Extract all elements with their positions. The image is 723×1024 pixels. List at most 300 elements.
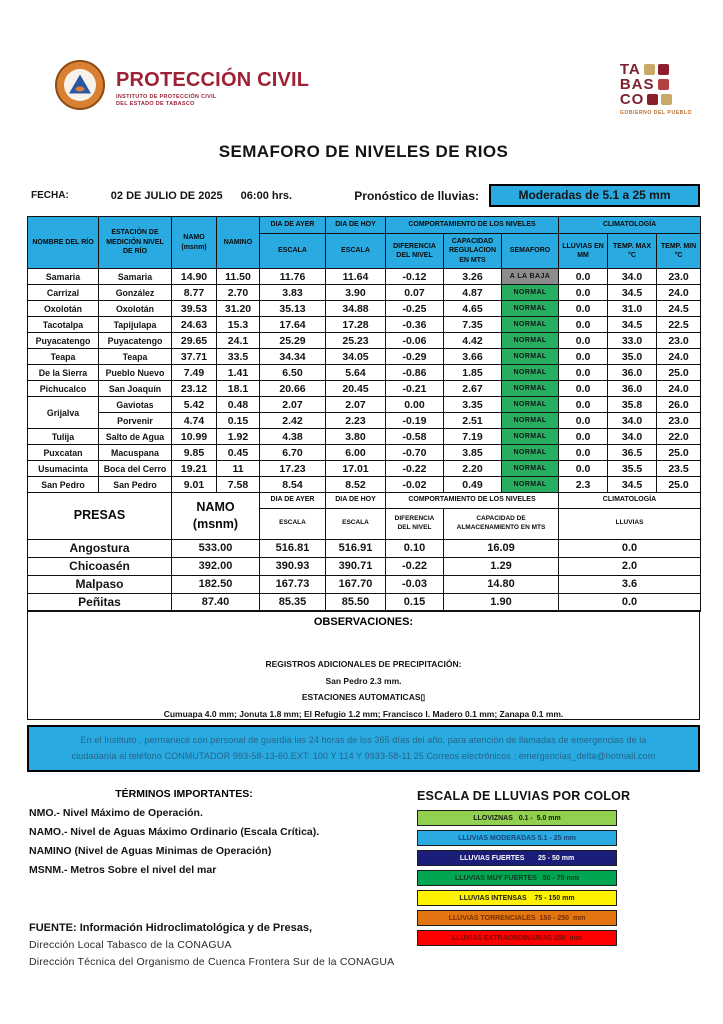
- rain-mm: 0.0: [559, 365, 608, 381]
- level-difference: 0.07: [386, 285, 444, 301]
- presa-namo: 392.00: [172, 557, 260, 575]
- agency-subtitle-line1: INSTITUTO DE PROTECCIÓN CIVIL: [116, 94, 217, 100]
- temp-min: 22.0: [657, 429, 701, 445]
- yesterday-level: 34.34: [260, 349, 326, 365]
- level-difference: -0.25: [386, 301, 444, 317]
- rain-mm: 2.3: [559, 477, 608, 493]
- river-name: Tacotalpa: [28, 317, 99, 333]
- yesterday-level: 17.23: [260, 461, 326, 477]
- logo-tile-icon: [658, 64, 669, 75]
- agency-subtitle: [116, 94, 309, 109]
- proteccion-civil-seal-icon: [55, 60, 105, 110]
- today-level: 5.64: [326, 365, 386, 381]
- presa-name: Chicoasén: [28, 557, 172, 575]
- tabasco-logo: [620, 62, 692, 116]
- semaforo-status-badge: NORMAL: [502, 413, 559, 429]
- col-header-estacion: ESTACIÓN DE MEDICIÓN NIVEL DE RÍO: [99, 217, 172, 269]
- presa-name: Malpaso: [28, 575, 172, 593]
- presa-today-level: 390.71: [326, 557, 386, 575]
- fuente-title: FUENTE: Información Hidroclimatológica y de Presas,: [29, 922, 313, 935]
- level-difference: -0.02: [386, 477, 444, 493]
- namo-value: 24.63: [172, 317, 217, 333]
- presa-rain: 2.0: [559, 557, 701, 575]
- regulation-capacity: 3.35: [444, 397, 502, 413]
- river-row: [28, 349, 701, 365]
- termino-item: NMO.- Nivel Máximo de Operación.: [29, 807, 203, 820]
- temp-max: 36.0: [608, 365, 657, 381]
- regulation-capacity: 1.85: [444, 365, 502, 381]
- yesterday-level: 6.50: [260, 365, 326, 381]
- station-name: San Joaquín: [99, 381, 172, 397]
- presa-yesterday-level: 516.81: [260, 539, 326, 557]
- regulation-capacity: 4.42: [444, 333, 502, 349]
- river-row: [28, 317, 701, 333]
- semaforo-status-badge: NORMAL: [502, 397, 559, 413]
- seal-dot: [76, 86, 85, 91]
- regulation-capacity: 7.19: [444, 429, 502, 445]
- yesterday-level: 17.64: [260, 317, 326, 333]
- namo-value: 37.71: [172, 349, 217, 365]
- namino-value: 2.70: [217, 285, 260, 301]
- fuente-block: [29, 922, 417, 968]
- temp-max: 34.0: [608, 429, 657, 445]
- presas-tbody: [28, 539, 701, 611]
- level-difference: -0.36: [386, 317, 444, 333]
- col-header-escala-hoy: ESCALA: [326, 234, 386, 269]
- presa-rain: 0.0: [559, 593, 701, 611]
- presa-storage-capacity: 14.80: [444, 575, 559, 593]
- temp-min: 23.0: [657, 413, 701, 429]
- today-level: 17.01: [326, 461, 386, 477]
- agency-wordmark: [116, 69, 309, 110]
- fuente-line: Dirección Local Tabasco de la CONAGUA: [29, 939, 232, 952]
- presas-namo-line2: (msnm): [192, 516, 239, 531]
- presas-header-ayer: DIA DE AYER: [260, 492, 326, 508]
- temp-max: 35.0: [608, 349, 657, 365]
- namo-value: 9.85: [172, 445, 217, 461]
- presas-header-lluvias: LLUVIAS: [559, 508, 701, 539]
- col-header-rio: NOMBRE DEL RÍO: [28, 217, 99, 269]
- namino-value: 1.41: [217, 365, 260, 381]
- today-level: 6.00: [326, 445, 386, 461]
- presa-level-difference: -0.22: [386, 557, 444, 575]
- temp-max: 36.0: [608, 381, 657, 397]
- regulation-capacity: 3.26: [444, 269, 502, 285]
- presas-header-escala-hoy: ESCALA: [326, 508, 386, 539]
- temp-max: 34.5: [608, 317, 657, 333]
- namino-value: 18.1: [217, 381, 260, 397]
- presa-level-difference: 0.10: [386, 539, 444, 557]
- namo-value: 10.99: [172, 429, 217, 445]
- namino-value: 0.48: [217, 397, 260, 413]
- observaciones-title: OBSERVACIONES:: [313, 616, 414, 628]
- namino-value: 33.5: [217, 349, 260, 365]
- observaciones-box: [27, 610, 700, 720]
- namino-value: 0.15: [217, 413, 260, 429]
- regulation-capacity: 4.65: [444, 301, 502, 317]
- observaciones-line: REGISTROS ADICIONALES DE PRECIPITACIÓN:: [265, 659, 462, 669]
- today-level: 8.52: [326, 477, 386, 493]
- rain-scale-legend: [417, 810, 700, 946]
- terms-and-source-column: [27, 788, 417, 968]
- rain-scale-title: ESCALA DE LLUVIAS POR COLOR: [417, 789, 631, 804]
- rain-scale-item: LLUVIAS INTENSAS 75 - 150 mm: [417, 890, 617, 906]
- level-difference: -0.86: [386, 365, 444, 381]
- today-level: 3.90: [326, 285, 386, 301]
- rain-mm: 0.0: [559, 349, 608, 365]
- logo-tile-icon: [661, 94, 672, 105]
- regulation-capacity: 2.67: [444, 381, 502, 397]
- presas-table: [27, 492, 701, 612]
- river-name: Pichucalco: [28, 381, 99, 397]
- presa-name: Angostura: [28, 539, 172, 557]
- col-header-lluvias: LLUVIAS EN MM: [559, 234, 608, 269]
- station-name: González: [99, 285, 172, 301]
- col-header-capacidad: CAPACIDAD REGULACION EN MTS: [444, 234, 502, 269]
- station-name: Salto de Agua: [99, 429, 172, 445]
- river-name: Teapa: [28, 349, 99, 365]
- col-header-namino: NAMINO: [217, 217, 260, 269]
- namo-value: 5.42: [172, 397, 217, 413]
- rain-scale-column: [417, 788, 700, 968]
- col-header-namo: NAMO (msnm): [172, 217, 217, 269]
- temp-max: 36.5: [608, 445, 657, 461]
- report-time: 06:00 hrs.: [240, 189, 293, 202]
- semaforo-status-badge: NORMAL: [502, 445, 559, 461]
- semaforo-status-badge: NORMAL: [502, 285, 559, 301]
- presa-yesterday-level: 85.35: [260, 593, 326, 611]
- semaforo-status-badge: NORMAL: [502, 381, 559, 397]
- presas-namo-header: [172, 492, 260, 539]
- station-name: Gaviotas: [99, 397, 172, 413]
- rain-scale-item: LLUVIAS TORRENCIALES 150 - 250 mm: [417, 910, 617, 926]
- yesterday-level: 35.13: [260, 301, 326, 317]
- page-title: SEMAFORO DE NIVELES DE RIOS: [218, 142, 509, 161]
- rain-scale-item: LLUVIAS MODERADAS 5.1 - 25 mm: [417, 830, 617, 846]
- rain-mm: 0.0: [559, 461, 608, 477]
- rain-mm: 0.0: [559, 333, 608, 349]
- temp-min: 23.0: [657, 333, 701, 349]
- semaforo-status-badge: NORMAL: [502, 301, 559, 317]
- station-name: Boca del Cerro: [99, 461, 172, 477]
- today-level: 2.23: [326, 413, 386, 429]
- yesterday-level: 4.38: [260, 429, 326, 445]
- yesterday-level: 2.42: [260, 413, 326, 429]
- forecast-value-badge: Moderadas de 5.1 a 25 mm: [489, 184, 700, 207]
- tabasco-logo-line2: BAS: [619, 76, 655, 93]
- presa-storage-capacity: 1.90: [444, 593, 559, 611]
- today-level: 11.64: [326, 269, 386, 285]
- river-name: De la Sierra: [28, 365, 99, 381]
- rain-mm: 0.0: [559, 445, 608, 461]
- observaciones-line: ESTACIONES AUTOMATICAS▯: [301, 692, 426, 703]
- presa-yesterday-level: 390.93: [260, 557, 326, 575]
- regulation-capacity: 3.66: [444, 349, 502, 365]
- presa-today-level: 167.70: [326, 575, 386, 593]
- station-name: Macuspana: [99, 445, 172, 461]
- tabasco-logo-caption: GOBIERNO DEL PUEBLO: [619, 110, 692, 116]
- observaciones-line: Cumuapa 4.0 mm; Jonuta 1.8 mm; El Refugio 1.2 mm; Francisco I. Madero 0.1 mm; Zanapa 0.1 mm.: [163, 708, 564, 719]
- presas-header-diferencia: DIFERENCIA DEL NIVEL: [386, 508, 444, 539]
- col-header-semaforo: SEMAFORO: [502, 234, 559, 269]
- termino-item: NAMO.- Nivel de Aguas Máximo Ordinario (Escala Crítica).: [29, 826, 320, 839]
- yesterday-level: 6.70: [260, 445, 326, 461]
- namino-value: 31.20: [217, 301, 260, 317]
- presa-namo: 182.50: [172, 575, 260, 593]
- masthead: [27, 60, 700, 132]
- rivers-tbody: [28, 269, 701, 493]
- presa-row: [28, 557, 701, 575]
- presas-header-capacidad: CAPACIDAD DE ALMACENAMIENTO EN MTS: [444, 508, 559, 539]
- namo-value: 8.77: [172, 285, 217, 301]
- level-difference: -0.21: [386, 381, 444, 397]
- temp-max: 31.0: [608, 301, 657, 317]
- rain-mm: 0.0: [559, 413, 608, 429]
- regulation-capacity: 7.35: [444, 317, 502, 333]
- yesterday-level: 11.76: [260, 269, 326, 285]
- temp-max: 34.0: [608, 269, 657, 285]
- level-difference: -0.22: [386, 461, 444, 477]
- level-difference: -0.06: [386, 333, 444, 349]
- namino-value: 15.3: [217, 317, 260, 333]
- col-header-tmin: TEMP. MIN °C: [657, 234, 701, 269]
- fecha-label: FECHA:: [31, 190, 69, 201]
- rain-scale-item: LLUVIAS FUERTES 25 - 50 mm: [417, 850, 617, 866]
- rivers-table: [27, 216, 701, 493]
- fuente-line: Dirección Técnica del Organismo de Cuenca Frontera Sur de la CONAGUA: [29, 956, 395, 969]
- presa-row: [28, 539, 701, 557]
- temp-min: 24.0: [657, 381, 701, 397]
- agency-name: PROTECCIÓN CIVIL: [116, 69, 310, 91]
- river-name: Tulija: [28, 429, 99, 445]
- today-level: 25.23: [326, 333, 386, 349]
- bottom-section: [27, 788, 700, 968]
- presas-header-hoy: DIA DE HOY: [326, 492, 386, 508]
- presa-yesterday-level: 167.73: [260, 575, 326, 593]
- logo-tile-icon: [658, 79, 669, 90]
- today-level: 34.05: [326, 349, 386, 365]
- logo-tile-icon: [647, 94, 658, 105]
- temp-min: 22.5: [657, 317, 701, 333]
- col-header-escala-ayer: ESCALA: [260, 234, 326, 269]
- station-name: Tapijulapa: [99, 317, 172, 333]
- river-row: [28, 429, 701, 445]
- termino-item: MSNM.- Metros Sobre el nivel del mar: [29, 864, 217, 877]
- presa-rain: 3.6: [559, 575, 701, 593]
- river-name: Puxcatan: [28, 445, 99, 461]
- col-header-tmax: TEMP. MAX °C: [608, 234, 657, 269]
- river-name: Oxolotán: [28, 301, 99, 317]
- col-header-ayer: DIA DE AYER: [260, 217, 326, 234]
- river-row: [28, 445, 701, 461]
- semaforo-status-badge: NORMAL: [502, 317, 559, 333]
- namo-value: 4.74: [172, 413, 217, 429]
- yesterday-level: 8.54: [260, 477, 326, 493]
- semaforo-status-badge: NORMAL: [502, 365, 559, 381]
- level-difference: -0.12: [386, 269, 444, 285]
- contact-line2: ciudadanía al teléfono CONMUTADOR 993-58-13-60.EXT: 100 Y 114 Y 9933-58-11 25 Correos electrónicos : emergencias_delta@hotmail.com: [71, 751, 656, 762]
- river-name: San Pedro: [28, 477, 99, 493]
- presa-level-difference: 0.15: [386, 593, 444, 611]
- date-forecast-row: [27, 184, 700, 207]
- station-name: Puyacatengo: [99, 333, 172, 349]
- temp-max: 34.5: [608, 285, 657, 301]
- yesterday-level: 25.29: [260, 333, 326, 349]
- agency-subtitle-line2: DEL ESTADO DE TABASCO: [116, 101, 195, 108]
- regulation-capacity: 3.85: [444, 445, 502, 461]
- namino-value: 1.92: [217, 429, 260, 445]
- today-level: 17.28: [326, 317, 386, 333]
- temp-max: 35.8: [608, 397, 657, 413]
- rain-scale-item: LLUVIAS MUY FUERTES 50 - 75 mm: [417, 870, 617, 886]
- observaciones-line: San Pedro 2.3 mm.: [325, 675, 402, 686]
- temp-max: 33.0: [608, 333, 657, 349]
- namo-value: 14.90: [172, 269, 217, 285]
- presas-namo-line1: NAMO: [196, 500, 235, 515]
- station-name: Teapa: [99, 349, 172, 365]
- namo-value: 23.12: [172, 381, 217, 397]
- rain-mm: 0.0: [559, 381, 608, 397]
- station-name: San Pedro: [99, 477, 172, 493]
- temp-min: 24.0: [657, 285, 701, 301]
- river-row: [28, 269, 701, 285]
- presa-today-level: 516.91: [326, 539, 386, 557]
- namino-value: 24.1: [217, 333, 260, 349]
- rain-mm: 0.0: [559, 397, 608, 413]
- forecast-label: Pronóstico de lluvias:: [354, 188, 479, 203]
- river-row: [28, 397, 701, 413]
- regulation-capacity: 0.49: [444, 477, 502, 493]
- today-level: 2.07: [326, 397, 386, 413]
- river-row: [28, 301, 701, 317]
- river-name: Samaria: [28, 269, 99, 285]
- station-name: Samaria: [99, 269, 172, 285]
- regulation-capacity: 4.87: [444, 285, 502, 301]
- river-name: Carrizal: [28, 285, 99, 301]
- namino-value: 7.58: [217, 477, 260, 493]
- col-header-comportamiento: COMPORTAMIENTO DE LOS NIVELES: [386, 217, 559, 234]
- presas-header-climatologia: CLIMATOLOGÍA: [559, 492, 701, 508]
- river-name: Usumacinta: [28, 461, 99, 477]
- river-name: Grijalva: [28, 397, 99, 429]
- temp-min: 24.5: [657, 301, 701, 317]
- rain-mm: 0.0: [559, 317, 608, 333]
- station-name: Porvenir: [99, 413, 172, 429]
- emergency-contact-band: [27, 725, 700, 772]
- namo-value: 7.49: [172, 365, 217, 381]
- river-name: Puyacatengo: [28, 333, 99, 349]
- namino-value: 11: [217, 461, 260, 477]
- level-difference: -0.58: [386, 429, 444, 445]
- presa-row: [28, 593, 701, 611]
- temp-max: 34.0: [608, 413, 657, 429]
- regulation-capacity: 2.51: [444, 413, 502, 429]
- temp-min: 25.0: [657, 365, 701, 381]
- presa-level-difference: -0.03: [386, 575, 444, 593]
- today-level: 20.45: [326, 381, 386, 397]
- col-header-hoy: DIA DE HOY: [326, 217, 386, 234]
- semaforo-status-badge: NORMAL: [502, 333, 559, 349]
- station-name: Pueblo Nuevo: [99, 365, 172, 381]
- temp-min: 24.0: [657, 349, 701, 365]
- presa-name: Peñitas: [28, 593, 172, 611]
- semaforo-status-badge: A LA BAJA: [502, 269, 559, 285]
- today-level: 34.88: [326, 301, 386, 317]
- temp-max: 34.5: [608, 477, 657, 493]
- level-difference: -0.19: [386, 413, 444, 429]
- yesterday-level: 3.83: [260, 285, 326, 301]
- temp-min: 26.0: [657, 397, 701, 413]
- semaforo-status-badge: NORMAL: [502, 461, 559, 477]
- namino-value: 0.45: [217, 445, 260, 461]
- today-level: 3.80: [326, 429, 386, 445]
- temp-min: 25.0: [657, 477, 701, 493]
- report-date: 02 DE JULIO DE 2025: [110, 189, 223, 202]
- termino-item: NAMINO (Nivel de Aguas Minimas de Operación): [29, 845, 272, 858]
- river-row: [28, 381, 701, 397]
- contact-line1: En el Instituto , permanece con personal de guardia las 24 horas de los 365 días del año, para atención de llamadas de emergencias de la: [80, 735, 647, 745]
- proteccion-civil-brand: [55, 60, 309, 110]
- presa-today-level: 85.50: [326, 593, 386, 611]
- rain-mm: 0.0: [559, 269, 608, 285]
- semaforo-status-badge: NORMAL: [502, 477, 559, 493]
- temp-min: 23.0: [657, 269, 701, 285]
- namo-value: 9.01: [172, 477, 217, 493]
- river-row: [28, 413, 701, 429]
- temp-max: 35.5: [608, 461, 657, 477]
- regulation-capacity: 2.20: [444, 461, 502, 477]
- level-difference: -0.70: [386, 445, 444, 461]
- temp-min: 23.5: [657, 461, 701, 477]
- presa-row: [28, 575, 701, 593]
- river-row: [28, 333, 701, 349]
- terminos-title: TÉRMINOS IMPORTANTES:: [115, 788, 253, 801]
- station-name: Oxolotán: [99, 301, 172, 317]
- rain-scale-item: LLUVIAS EXTRAORDINARIAS 250 mm: [417, 930, 617, 946]
- namo-value: 29.65: [172, 333, 217, 349]
- river-row: [28, 461, 701, 477]
- rain-mm: 0.0: [559, 285, 608, 301]
- presa-namo: 87.40: [172, 593, 260, 611]
- rain-scale-item: LLOVIZNAS 0.1 - 5.0 mm: [417, 810, 617, 826]
- presa-storage-capacity: 1.29: [444, 557, 559, 575]
- observaciones-lines: [28, 656, 699, 722]
- level-difference: 0.00: [386, 397, 444, 413]
- col-header-diferencia: DIFERENCIA DEL NIVEL: [386, 234, 444, 269]
- river-row: [28, 285, 701, 301]
- presas-header: PRESAS: [28, 492, 172, 539]
- namo-value: 39.53: [172, 301, 217, 317]
- logo-tile-icon: [644, 64, 655, 75]
- rain-mm: 0.0: [559, 429, 608, 445]
- yesterday-level: 2.07: [260, 397, 326, 413]
- namino-value: 11.50: [217, 269, 260, 285]
- presas-header-comportamiento: COMPORTAMIENTO DE LOS NIVELES: [386, 492, 559, 508]
- presa-storage-capacity: 16.09: [444, 539, 559, 557]
- level-difference: -0.29: [386, 349, 444, 365]
- presa-namo: 533.00: [172, 539, 260, 557]
- semaforo-status-badge: NORMAL: [502, 429, 559, 445]
- presas-header-escala-ayer: ESCALA: [260, 508, 326, 539]
- semaforo-status-badge: NORMAL: [502, 349, 559, 365]
- tabasco-logo-line3: CO: [619, 91, 645, 108]
- yesterday-level: 20.66: [260, 381, 326, 397]
- temp-min: 25.0: [657, 445, 701, 461]
- tabasco-logo-line1: TA: [619, 61, 641, 78]
- river-row: [28, 365, 701, 381]
- river-row: [28, 477, 701, 493]
- namo-value: 19.21: [172, 461, 217, 477]
